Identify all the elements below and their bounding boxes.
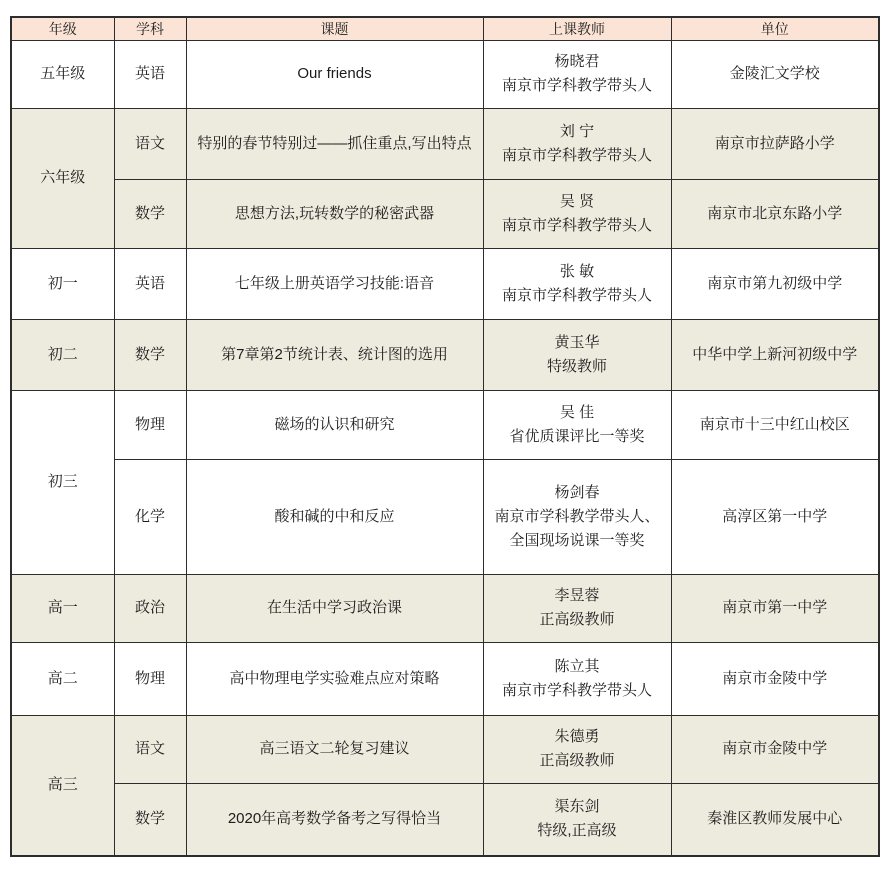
- topic-cell: 特别的春节特别过——抓住重点,写出特点: [186, 108, 483, 179]
- grade-cell: 高一: [11, 574, 114, 642]
- subject-cell: 数学: [114, 783, 186, 856]
- teacher-cell: [483, 715, 671, 783]
- topic-cell: 酸和碱的中和反应: [186, 459, 483, 574]
- topic-cell: 七年级上册英语学习技能:语音: [186, 248, 483, 319]
- unit-cell: 秦淮区教师发展中心: [671, 783, 879, 856]
- teacher-name: 张 敏: [559, 262, 595, 280]
- teacher-cell: [483, 319, 671, 390]
- teacher-title: 特级,正高级: [537, 822, 617, 840]
- teacher-title: 特级教师: [546, 357, 607, 375]
- subject-cell: 数学: [114, 179, 186, 248]
- teacher-title: 南京市学科教学带头人: [501, 77, 652, 94]
- teacher-title: 南京市学科教学带头人、: [494, 507, 660, 525]
- unit-cell: 南京市十三中红山校区: [671, 390, 879, 459]
- teacher-cell: [483, 179, 671, 248]
- header-cell-subject: 学科: [114, 17, 186, 40]
- grade-cell: 五年级: [11, 40, 114, 108]
- teacher-cell: [483, 248, 671, 319]
- subject-cell: 语文: [114, 108, 186, 179]
- topic-cell: Our friends: [186, 40, 483, 108]
- subject-cell: 语文: [114, 715, 186, 783]
- class-schedule-table: [10, 16, 880, 857]
- unit-cell: 南京市金陵中学: [671, 642, 879, 715]
- grade-cell: 高二: [11, 642, 114, 715]
- table-row: [11, 459, 879, 574]
- teacher-name: 杨剑春: [554, 483, 600, 501]
- teacher-cell: [483, 390, 671, 459]
- teacher-cell: [483, 40, 671, 108]
- teacher-name: 杨晓君: [554, 53, 600, 70]
- table-row: [11, 783, 879, 856]
- table-row: [11, 319, 879, 390]
- table-row: [11, 40, 879, 108]
- grade-cell: 初一: [11, 248, 114, 319]
- teacher-title: 南京市学科教学带头人: [501, 286, 652, 304]
- header-cell-grade: 年级: [11, 17, 114, 40]
- unit-cell: 高淳区第一中学: [671, 459, 879, 574]
- teacher-name: 黄玉华: [554, 333, 600, 351]
- unit-cell: 南京市第一中学: [671, 574, 879, 642]
- grade-cell: 初三: [11, 390, 114, 574]
- table-row: [11, 179, 879, 248]
- subject-cell: 化学: [114, 459, 186, 574]
- topic-cell: 思想方法,玩转数学的秘密武器: [186, 179, 483, 248]
- teacher-title: 正高级教师: [539, 752, 615, 769]
- unit-cell: 南京市金陵中学: [671, 715, 879, 783]
- grade-cell: 六年级: [11, 108, 114, 248]
- teacher-name: 渠东剑: [554, 798, 600, 816]
- teacher-name: 吴 佳: [559, 403, 595, 421]
- topic-cell: 磁场的认识和研究: [186, 390, 483, 459]
- header-cell-unit: 单位: [671, 17, 879, 40]
- topic-cell: 2020年高考数学备考之写得恰当: [186, 783, 483, 856]
- teacher-cell: [483, 459, 671, 574]
- header-row: [11, 17, 879, 40]
- table-row: [11, 715, 879, 783]
- teacher-award: 全国现场说课一等奖: [509, 531, 645, 549]
- unit-cell: 南京市第九初级中学: [671, 248, 879, 319]
- teacher-name: 吴 贤: [559, 192, 595, 210]
- subject-cell: 英语: [114, 40, 186, 108]
- topic-cell: 高三语文二轮复习建议: [186, 715, 483, 783]
- teacher-cell: [483, 642, 671, 715]
- header-cell-topic: 课题: [186, 17, 483, 40]
- unit-cell: 南京市拉萨路小学: [671, 108, 879, 179]
- table-row: [11, 574, 879, 642]
- teacher-title: 南京市学科教学带头人: [501, 216, 652, 234]
- subject-cell: 英语: [114, 248, 186, 319]
- header-cell-teacher: 上课教师: [483, 17, 671, 40]
- teacher-title: 南京市学科教学带头人: [501, 681, 652, 699]
- teacher-cell: [483, 108, 671, 179]
- table-row: [11, 642, 879, 715]
- teacher-name: 李昱蓉: [554, 587, 600, 604]
- teacher-name: 刘 宁: [559, 122, 595, 140]
- teacher-cell: [483, 574, 671, 642]
- topic-cell: 在生活中学习政治课: [186, 574, 483, 642]
- topic-cell: 高中物理电学实验难点应对策略: [186, 642, 483, 715]
- subject-cell: 物理: [114, 642, 186, 715]
- teacher-title: 南京市学科教学带头人: [501, 146, 652, 164]
- unit-cell: 中华中学上新河初级中学: [671, 319, 879, 390]
- teacher-name: 朱德勇: [554, 728, 600, 745]
- subject-cell: 数学: [114, 319, 186, 390]
- teacher-title: 省优质课评比一等奖: [509, 427, 645, 445]
- topic-cell: 第7章第2节统计表、统计图的选用: [186, 319, 483, 390]
- subject-cell: 政治: [114, 574, 186, 642]
- teacher-cell: [483, 783, 671, 856]
- table-row: [11, 390, 879, 459]
- teacher-name: 陈立其: [554, 657, 600, 675]
- unit-cell: 南京市北京东路小学: [671, 179, 879, 248]
- schedule-table-container: [10, 16, 880, 857]
- table-row: [11, 108, 879, 179]
- unit-cell: 金陵汇文学校: [671, 40, 879, 108]
- subject-cell: 物理: [114, 390, 186, 459]
- table-row: [11, 248, 879, 319]
- grade-cell: 初二: [11, 319, 114, 390]
- grade-cell: 高三: [11, 715, 114, 856]
- teacher-title: 正高级教师: [539, 611, 615, 628]
